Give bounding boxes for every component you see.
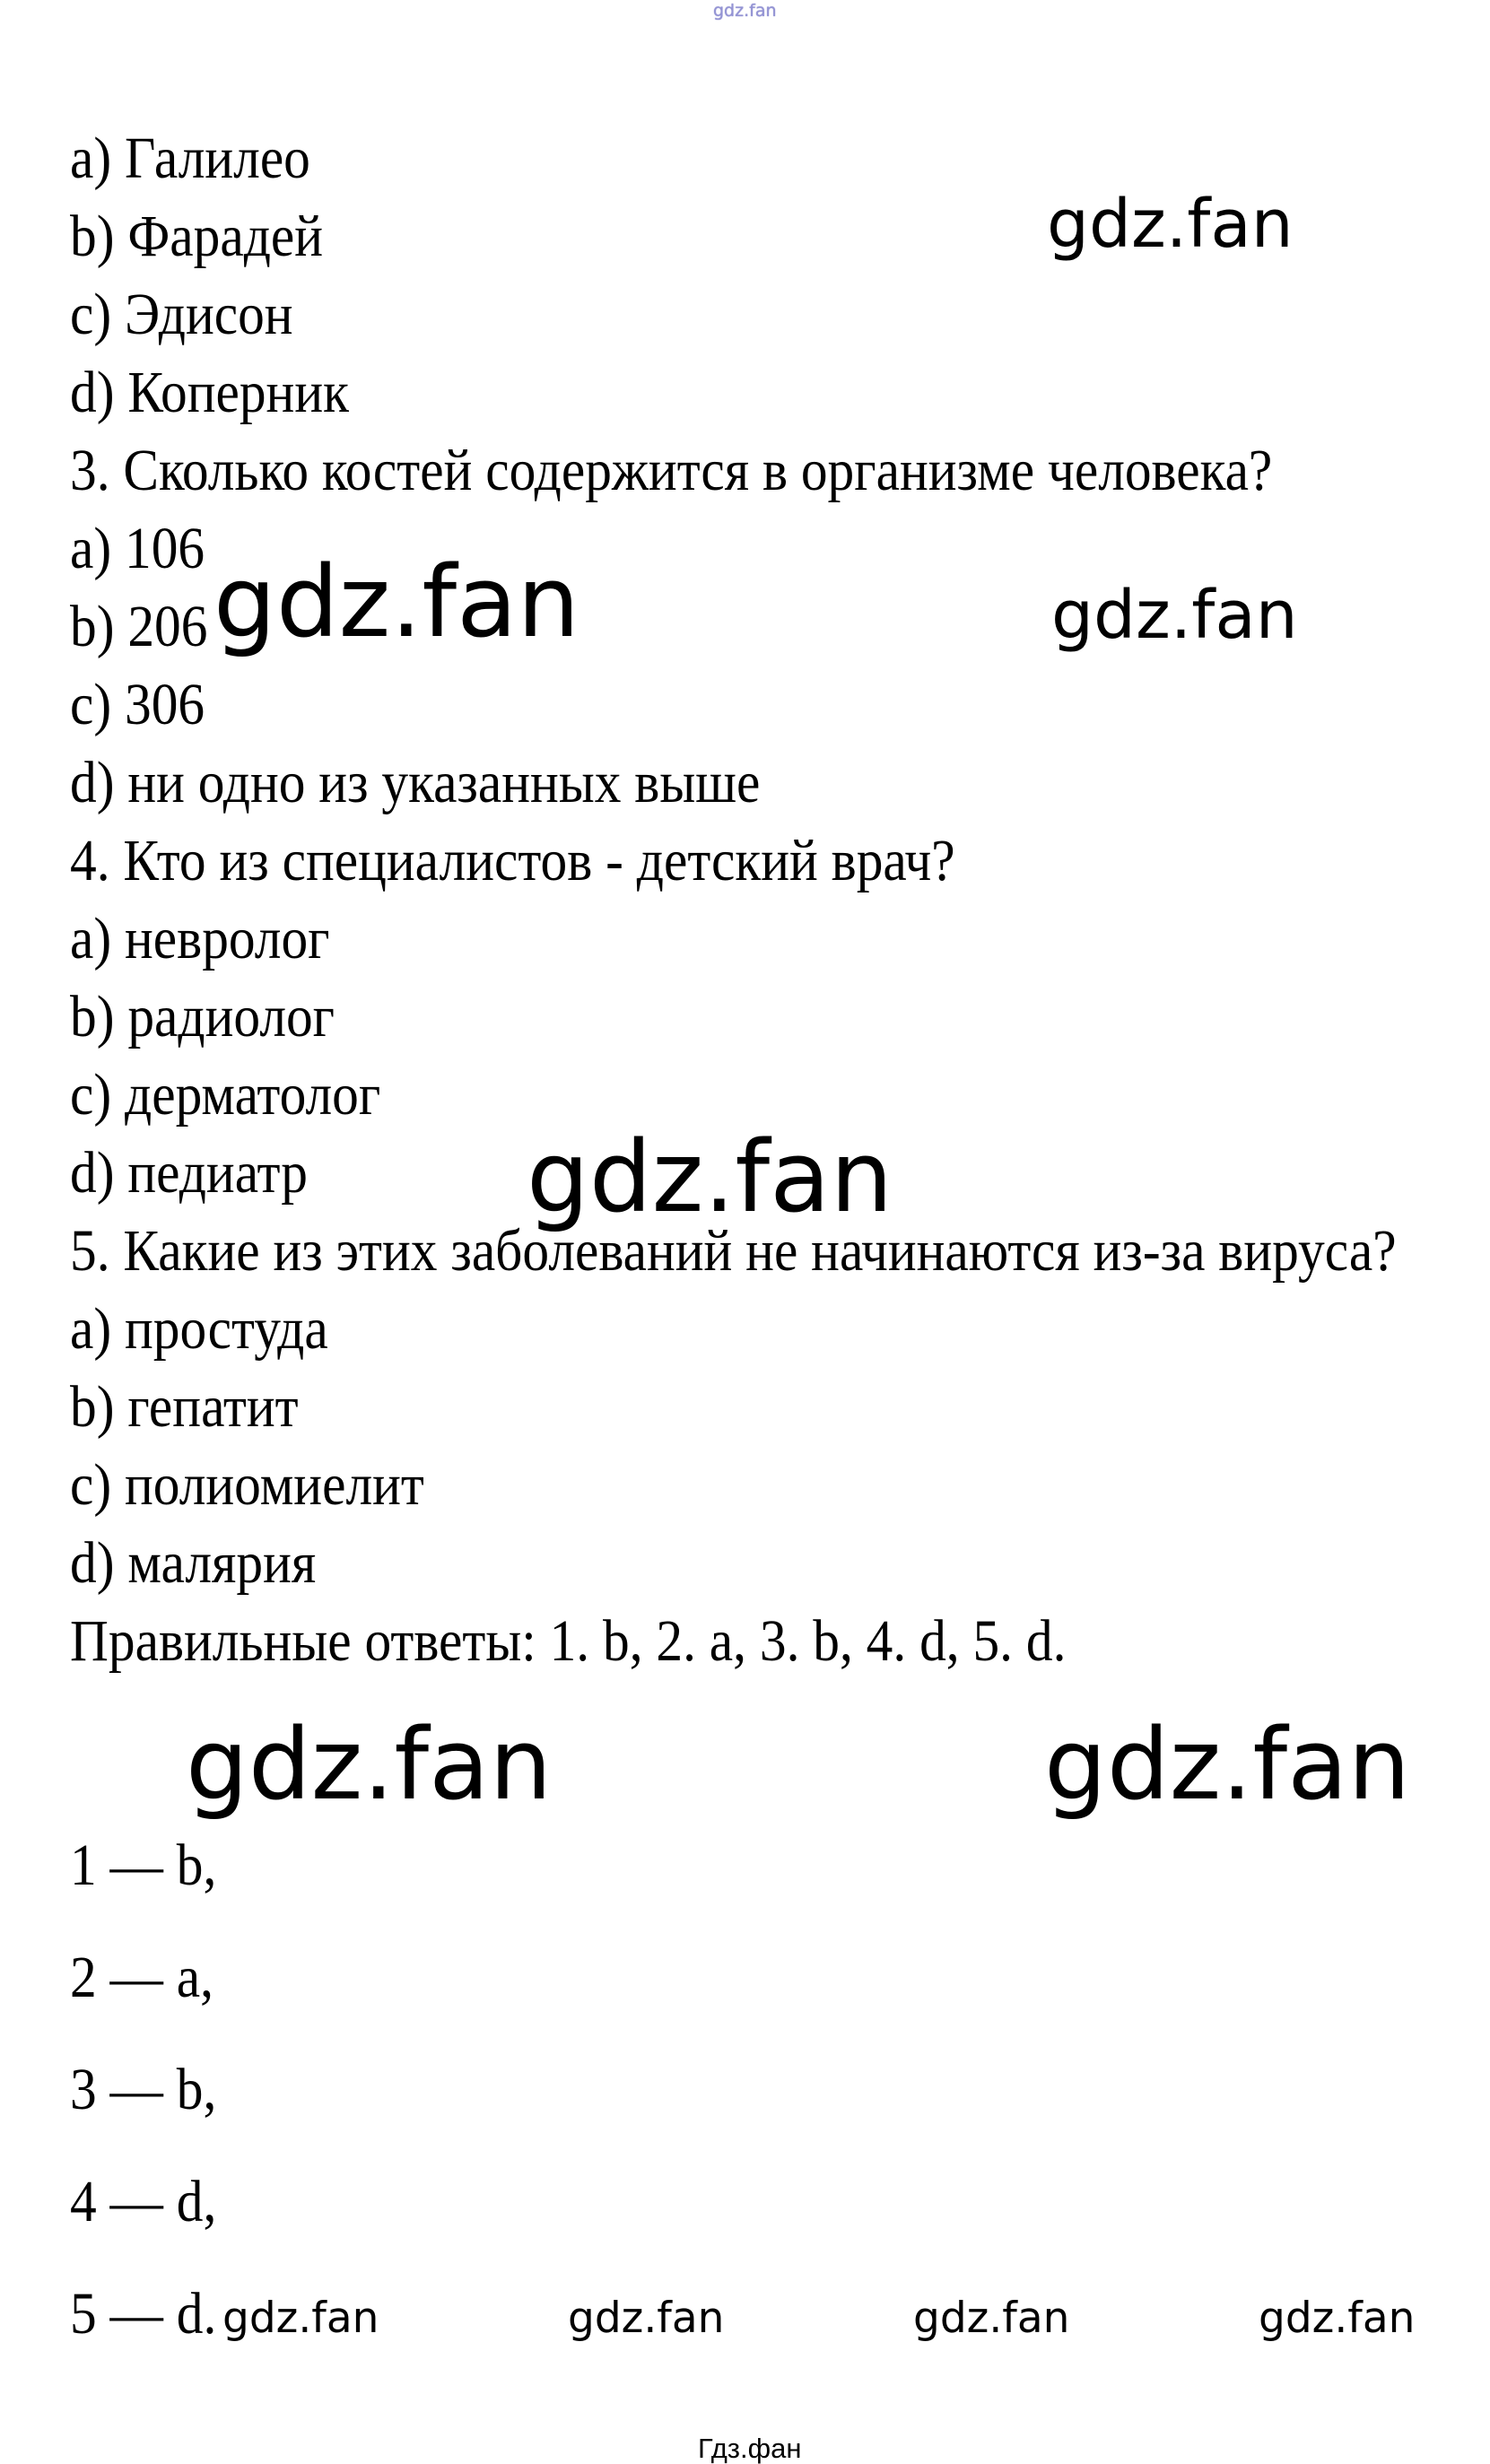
option-line: b) 206 xyxy=(70,594,208,659)
site-footer-brand: Гдз.фан xyxy=(698,2433,802,2464)
answer-key-line: 4 — d, xyxy=(70,2169,217,2234)
gdz-watermark-small: gdz.fan xyxy=(913,2294,1070,2343)
gdz-watermark: gdz.fan xyxy=(213,544,580,659)
option-line: d) малярия xyxy=(70,1530,317,1596)
correct-answers-line: Правильные ответы: 1. b, 2. a, 3. b, 4. d, 5. d. xyxy=(70,1608,1067,1674)
option-line: c) полиомиелит xyxy=(70,1452,424,1518)
option-line: c) дерматолог xyxy=(70,1062,381,1128)
gdz-watermark-small: gdz.fan xyxy=(222,2294,379,2343)
gdz-watermark: gdz.fan xyxy=(1047,186,1294,263)
question-line: 5. Какие из этих заболеваний не начинаются из-за вируса? xyxy=(70,1218,1397,1284)
option-line: d) педиатр xyxy=(70,1140,308,1206)
option-line: a) невролог xyxy=(70,906,330,971)
gdz-watermark: gdz.fan xyxy=(1051,577,1298,654)
option-line: b) гепатит xyxy=(70,1374,299,1440)
option-line: a) Галилео xyxy=(70,126,310,191)
option-line: a) простуда xyxy=(70,1296,328,1362)
answer-key-line: 2 — a, xyxy=(70,1945,214,2010)
option-line: c) 306 xyxy=(70,672,205,737)
gdz-watermark-small: gdz.fan xyxy=(568,2294,725,2343)
option-line: d) Коперник xyxy=(70,360,349,425)
answer-key-line: 3 — b, xyxy=(70,2057,217,2122)
question-line: 4. Кто из специалистов - детский врач? xyxy=(70,828,955,893)
answer-key-line: 1 — b, xyxy=(70,1833,217,1898)
gdz-watermark: gdz.fan xyxy=(527,1119,893,1234)
option-line: b) радиолог xyxy=(70,984,335,1049)
option-line: d) ни одно из указанных выше xyxy=(70,750,761,815)
gdz-watermark: gdz.fan xyxy=(1044,1707,1411,1822)
answer-key-line: 5 — d. xyxy=(70,2281,217,2346)
option-line: c) Эдисон xyxy=(70,282,293,347)
gdz-watermark-small: gdz.fan xyxy=(1259,2294,1416,2343)
gdz-watermark: gdz.fan xyxy=(186,1707,553,1822)
option-line: a) 106 xyxy=(70,516,205,581)
option-line: b) Фарадей xyxy=(70,204,324,269)
question-line: 3. Сколько костей содержится в организме человека? xyxy=(70,438,1273,503)
gdz-watermark-top: gdz.fan xyxy=(713,1,777,21)
